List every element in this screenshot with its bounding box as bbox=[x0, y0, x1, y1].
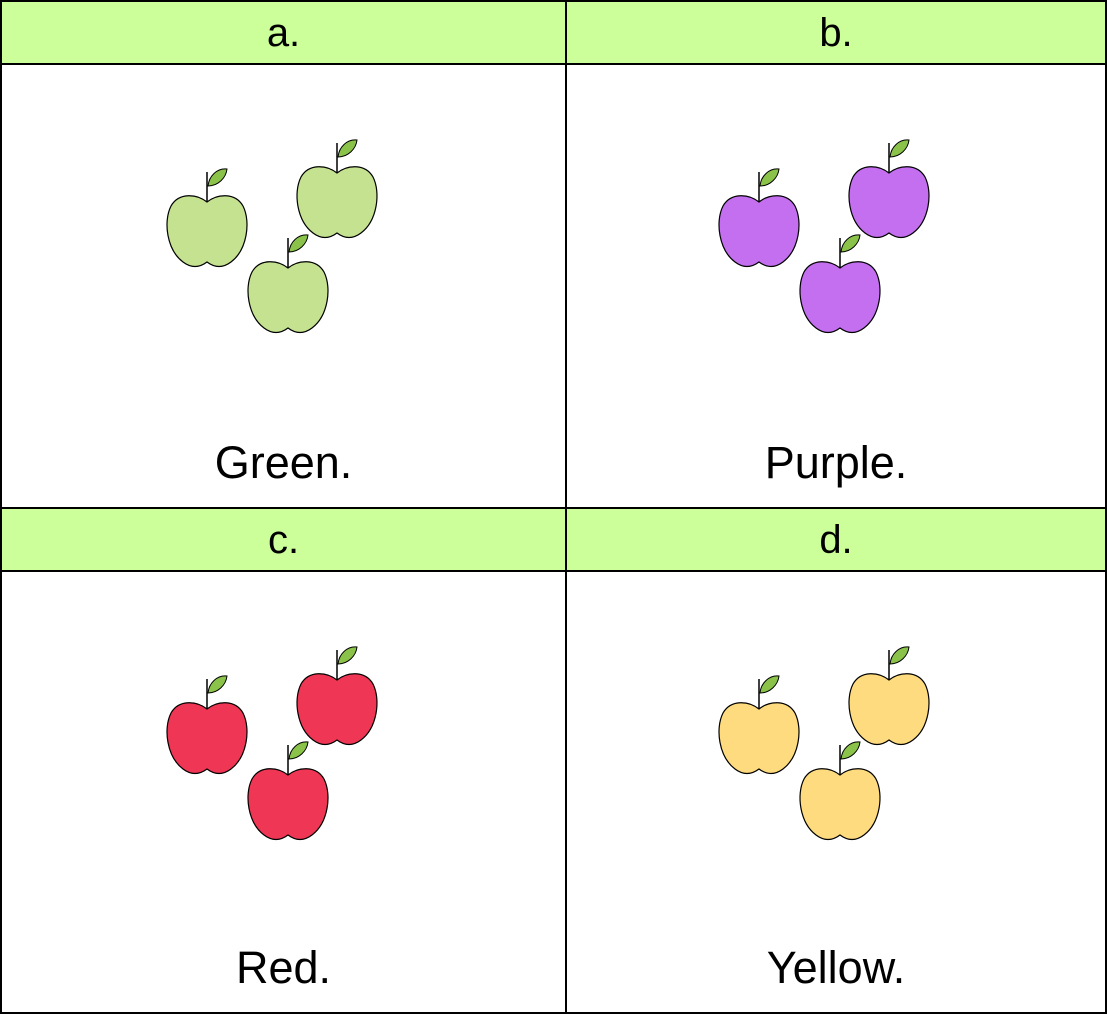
choice-card-d[interactable] bbox=[565, 507, 1107, 1014]
apple-leaf bbox=[338, 140, 357, 157]
apple-body bbox=[800, 262, 880, 333]
apple-group bbox=[717, 642, 957, 872]
choice-caption: Yellow. bbox=[766, 942, 906, 993]
apple-leaf bbox=[841, 742, 860, 759]
apple-icon bbox=[800, 235, 880, 333]
apple-icon bbox=[800, 742, 880, 840]
apple-icon bbox=[248, 742, 328, 840]
apple-body bbox=[800, 769, 880, 840]
apple-leaf bbox=[338, 647, 357, 664]
choice-body bbox=[567, 572, 1105, 1012]
apple-leaf bbox=[841, 235, 860, 252]
choice-body bbox=[567, 65, 1105, 507]
apple-body bbox=[719, 196, 799, 267]
choice-body bbox=[2, 572, 565, 1012]
apple-icon bbox=[297, 647, 377, 745]
apple-body bbox=[248, 769, 328, 840]
apple-leaf bbox=[890, 140, 909, 157]
apple-icon bbox=[248, 235, 328, 333]
apple-body bbox=[167, 703, 247, 774]
apple-leaf bbox=[289, 235, 308, 252]
apple-group bbox=[165, 642, 405, 872]
apple-icon bbox=[719, 169, 799, 267]
choice-caption: Green. bbox=[214, 437, 353, 488]
choice-caption: Red. bbox=[235, 942, 332, 993]
apple-leaf bbox=[289, 742, 308, 759]
apple-icon bbox=[849, 647, 929, 745]
choice-card-b[interactable] bbox=[565, 0, 1107, 507]
apple-body bbox=[297, 674, 377, 745]
apple-icon bbox=[297, 140, 377, 238]
choice-body bbox=[2, 65, 565, 507]
choice-letter: a. bbox=[2, 2, 565, 65]
apple-body bbox=[719, 703, 799, 774]
apple-group bbox=[165, 135, 405, 365]
apple-leaf bbox=[890, 647, 909, 664]
apple-icon bbox=[167, 676, 247, 774]
apple-icon bbox=[849, 140, 929, 238]
choice-letter: b. bbox=[567, 2, 1105, 65]
apple-icon bbox=[167, 169, 247, 267]
apple-leaf bbox=[208, 169, 227, 186]
apple-group bbox=[717, 135, 957, 365]
choice-card-c[interactable] bbox=[0, 507, 565, 1014]
apple-body bbox=[248, 262, 328, 333]
choice-caption: Purple. bbox=[764, 437, 908, 488]
apple-body bbox=[849, 674, 929, 745]
apple-leaf bbox=[760, 676, 779, 693]
choice-letter: d. bbox=[567, 509, 1105, 572]
choice-card-a[interactable] bbox=[0, 0, 565, 507]
apple-body bbox=[297, 167, 377, 238]
apple-body bbox=[849, 167, 929, 238]
apple-icon bbox=[719, 676, 799, 774]
apple-body bbox=[167, 196, 247, 267]
apple-leaf bbox=[760, 169, 779, 186]
apple-leaf bbox=[208, 676, 227, 693]
choice-letter: c. bbox=[2, 509, 565, 572]
